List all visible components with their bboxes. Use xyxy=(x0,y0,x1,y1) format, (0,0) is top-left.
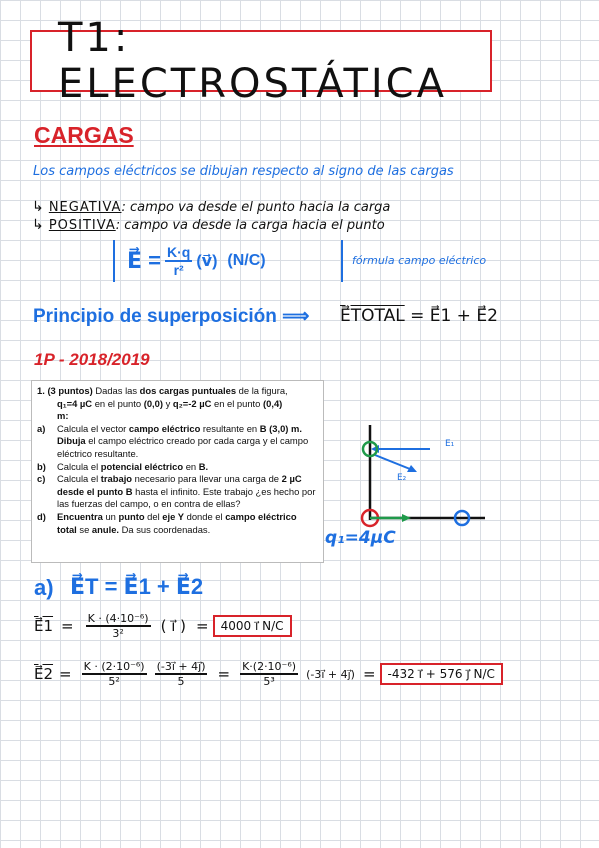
positive-label: POSITIVA xyxy=(48,218,116,233)
arrow-right-icon: ↳ xyxy=(32,217,44,233)
exam-heading: 1P - 2018/2019 xyxy=(34,350,150,369)
e1-vector: ( i⃗ ) xyxy=(160,617,187,635)
page-title xyxy=(30,15,492,107)
e2-fraction-3: $\frac{\text{K·(2·10⁻⁶)}}{\text{5³}}$ xyxy=(242,660,297,688)
section-cargas-heading: CARGAS xyxy=(34,122,134,148)
superposition-rhs: = E⃗1 + E⃗2 xyxy=(410,306,498,326)
formula-lhs: E⃗ = xyxy=(127,248,161,273)
e2-fraction-1: $\frac{\text{K · (2·10⁻⁶)}}{\text{5²}}$ xyxy=(83,660,145,688)
problem-intro-line2: q₁=4 µC en el punto (0,0) y q₂=-2 µC en el punto (0,4) xyxy=(57,397,283,409)
sign-rule-negative xyxy=(32,196,390,215)
problem-intro: 1. (3 puntos) Dadas las dos cargas puntuales de la figura, xyxy=(37,385,288,396)
field-formula xyxy=(113,240,343,282)
formula-denominator: r² xyxy=(173,262,184,278)
arrow-right-icon: ↳ xyxy=(32,199,44,215)
e2-fraction-2: $\frac{(-3i⃗ + 4j⃗)}{5}$ xyxy=(156,660,206,688)
e2-lhs: E⃗2 xyxy=(34,665,54,683)
formula-fraction xyxy=(165,244,192,278)
problem-item-b: b) Calcula el potencial eléctrico en B. xyxy=(37,460,209,472)
superposition-heading: Principio de superposición ⟹ xyxy=(33,306,310,327)
formula-numerator: K·q xyxy=(167,244,191,260)
e2-equation: E⃗2 = $\frac{\text{K · (2·10⁻⁶)}}{\text{5²}}$ $\frac{(-3i⃗ + 4j⃗)}{5}$ = $\frac{\text{K·(2·10⁻⁶)}}{\text{5³}}$ (-3i⃗ + 4j⃗) = -432 i⃗ + 576 j⃗ N/C xyxy=(34,660,503,688)
e1-lhs: E⃗1 xyxy=(34,617,54,635)
sign-rule-positive xyxy=(32,214,385,233)
formula-note: fórmula campo eléctrico xyxy=(352,254,487,267)
problem-statement: 1. (3 puntos) Dadas las dos cargas puntuales de la figura, q₁=4 µC en el punto (0,0) y q₂=-2 µC en el punto (0,4) m: a) Calcula el vector campo eléctrico resultante en B (3,0) m. Dibuja el campo eléctrico creado por cada carga y el campo eléctrico resultante. b) Calcula el potencial eléctrico en B. c) Calcula el trabajo necesario para llevar una carga de 2 µC desde el punto B hasta el infinito. Este trabajo ¿es hecho por las fuerzas del campo, o en contra de ellas? d) Encuentra un punto del eje Y donde el campo eléctrico total se anule. Da sus coordenadas. xyxy=(31,380,324,563)
superposition-lhs: E⃗TOTAL xyxy=(340,306,405,326)
negative-text: : campo va desde el punto hacia la carga xyxy=(121,200,391,215)
e1-fraction: $\frac{\text{K · (4·10⁻⁶)}}{\text{3²}}$ xyxy=(87,612,149,640)
part-a-label: a) xyxy=(34,575,54,600)
page-title-text: T1: ELECTROSTÁTICA xyxy=(58,15,447,107)
formula-vector: (v⃗) xyxy=(196,253,218,270)
problem-item-d: d) Encuentra un punto del eje Y donde el campo eléctrico total se anule. Da sus coordenadas. xyxy=(37,510,297,535)
part-a-equation: E⃗T = E⃗1 + E⃗2 xyxy=(70,574,204,599)
negative-label: NEGATIVA xyxy=(48,200,122,215)
problem-item-c: c) Calcula el trabajo necesario para llevar una carga de 2 µC desde el punto B hasta el infinito. Este trabajo ¿es hecho por las fuerzas del campo, o en contra de ellas? xyxy=(37,473,316,510)
e2-label: E₂ xyxy=(397,473,407,483)
positive-text: : campo va desde la carga hacia el punto xyxy=(115,218,385,233)
intro-text: Los campos eléctricos se dibujan respecto al signo de las cargas xyxy=(33,164,454,179)
q1-label: q₁=4µC xyxy=(325,528,396,548)
e1-equation: E⃗1 = $\frac{\text{K · (4·10⁻⁶)}}{\text{3²}}$ ( i⃗ ) = 4000 i⃗ N/C xyxy=(34,612,292,640)
formula-unit: (N/C) xyxy=(227,252,266,269)
q1-field-arrowhead xyxy=(402,514,411,522)
problem-item-a: a) Calcula el vector campo eléctrico resultante en B (3,0) m. Dibuja el campo eléctrico creado por cada carga y el campo eléctrico resultante. xyxy=(37,422,309,459)
superposition-equation xyxy=(340,306,498,326)
e2-result: -432 i⃗ + 576 j⃗ N/C xyxy=(380,663,503,685)
e2-vector: (-3i⃗ + 4j⃗) xyxy=(306,667,355,681)
e1-result: 4000 i⃗ N/C xyxy=(213,615,292,637)
e1-label: E₁ xyxy=(445,439,455,449)
